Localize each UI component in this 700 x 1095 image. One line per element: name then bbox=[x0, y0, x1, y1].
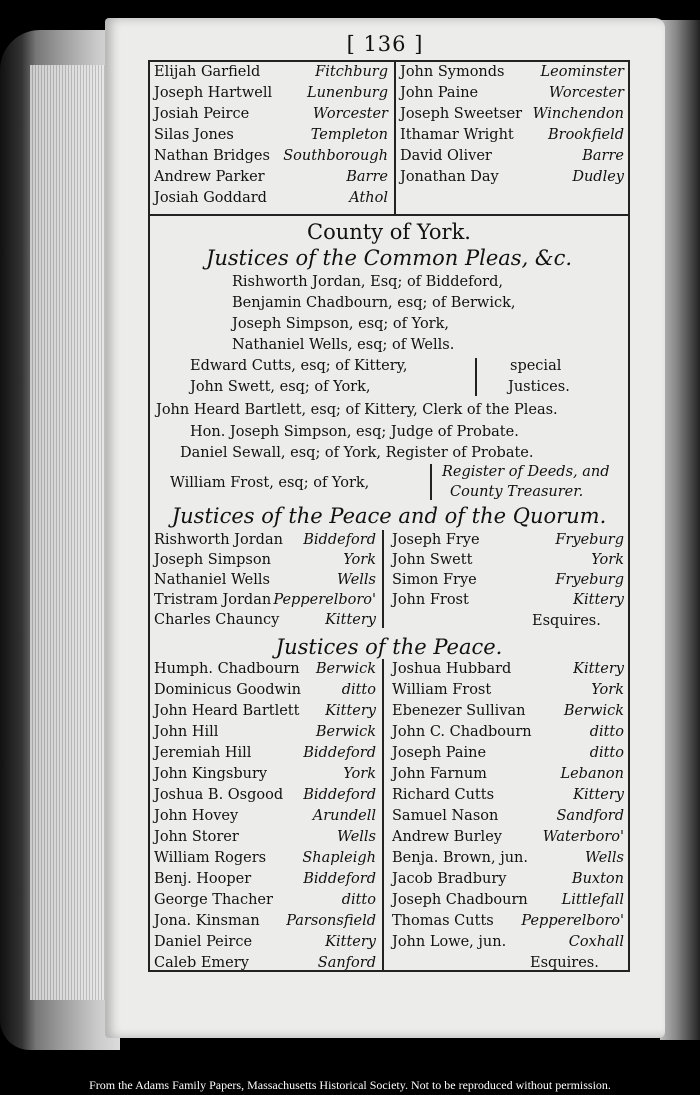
person-name: David Oliver bbox=[400, 148, 492, 164]
town-name: Fitchburg bbox=[315, 64, 388, 80]
common-pleas-heading: Justices of the Common Pleas, &c. bbox=[205, 246, 573, 270]
town-name: Barre bbox=[582, 148, 624, 164]
top-list-left-row bbox=[150, 188, 628, 209]
person-name: Josiah Peirce bbox=[154, 106, 250, 122]
top-list-right-row bbox=[150, 104, 628, 125]
person-name: Josiah Goddard bbox=[154, 190, 267, 206]
town-name: ditto bbox=[589, 724, 624, 740]
person-name: John Hovey bbox=[154, 808, 239, 824]
person-name: Rishworth Jordan bbox=[154, 532, 283, 548]
person-name: John Hill bbox=[154, 724, 219, 740]
person-name: John Storer bbox=[154, 829, 239, 845]
person-name: Joseph Chadbourn bbox=[392, 892, 528, 908]
town-name: Kittery bbox=[573, 592, 624, 608]
town-name: Sandford bbox=[556, 808, 624, 824]
peace-list bbox=[150, 659, 628, 974]
person-name: Jeremiah Hill bbox=[154, 745, 252, 761]
person-name: Dominicus Goodwin bbox=[154, 682, 301, 698]
town-name: Lunenburg bbox=[306, 85, 388, 101]
town-name: Berwick bbox=[315, 661, 376, 677]
judge-of-probate: Hon. Joseph Simpson, esq; Judge of Probate. bbox=[190, 424, 519, 440]
special-bracket bbox=[475, 358, 477, 396]
peace-column-divider bbox=[382, 659, 384, 971]
town-name: Waterboro' bbox=[542, 829, 624, 845]
town-name: ditto bbox=[341, 682, 376, 698]
town-name: Fryeburg bbox=[555, 532, 624, 548]
person-name: Joshua Hubbard bbox=[392, 661, 512, 677]
person-name: John Farnum bbox=[392, 766, 487, 782]
town-name: Templeton bbox=[310, 127, 388, 143]
person-name: Benja. Brown, jun. bbox=[392, 850, 529, 866]
peace-list-right-row bbox=[150, 911, 628, 932]
special-label-2: Justices. bbox=[508, 379, 570, 395]
quorum-list bbox=[150, 530, 628, 640]
common-pleas-judge-1: Rishworth Jordan, Esq; of Biddeford, bbox=[232, 274, 504, 290]
special-justice-2: John Swett, esq; of York, bbox=[190, 379, 371, 395]
town-name: Brookfield bbox=[547, 127, 624, 143]
peace-list-right-row bbox=[150, 701, 628, 722]
person-name: John Heard Bartlett bbox=[154, 703, 300, 719]
town-name: Biddeford bbox=[303, 532, 376, 548]
page-number: [ 136 ] bbox=[346, 32, 424, 56]
person-name: Samuel Nason bbox=[392, 808, 499, 824]
register-frame bbox=[148, 60, 630, 972]
town-name: Biddeford bbox=[303, 745, 376, 761]
person-name: Silas Jones bbox=[154, 127, 234, 143]
page-stack bbox=[30, 65, 115, 1000]
person-name: Nathaniel Wells bbox=[154, 572, 270, 588]
person-name: Joseph Sweetser bbox=[400, 106, 523, 122]
person-name: George Thacher bbox=[154, 892, 273, 908]
town-name: Parsonsfield bbox=[286, 913, 376, 929]
town-name: Kittery bbox=[325, 934, 376, 950]
town-name: ditto bbox=[341, 892, 376, 908]
common-pleas-judge-3: Joseph Simpson, esq; of York, bbox=[232, 316, 449, 332]
person-name: Ebenezer Sullivan bbox=[392, 703, 526, 719]
town-name: ditto bbox=[589, 745, 624, 761]
person-name: Andrew Parker bbox=[154, 169, 265, 185]
deeds-label-1: Register of Deeds, and bbox=[442, 464, 610, 480]
register-of-probate: Daniel Sewall, esq; of York, Register of Probate. bbox=[180, 445, 534, 461]
deeds-bracket bbox=[430, 464, 432, 500]
person-name: Ithamar Wright bbox=[400, 127, 514, 143]
person-name: Andrew Burley bbox=[392, 829, 502, 845]
top-list-right-row bbox=[150, 62, 628, 83]
town-name: Pepperelboro' bbox=[521, 913, 624, 929]
peace-list-right-row bbox=[150, 806, 628, 827]
quorum-list-right-row bbox=[150, 550, 628, 571]
top-list-right-row bbox=[150, 125, 628, 146]
town-name: Pepperelboro' bbox=[273, 592, 376, 608]
peace-list-right-row bbox=[150, 764, 628, 785]
person-name: John Symonds bbox=[400, 64, 505, 80]
person-name: Benj. Hooper bbox=[154, 871, 252, 887]
town-name: Athol bbox=[349, 190, 388, 206]
person-name: Joseph Frye bbox=[392, 532, 480, 548]
town-name: Wells bbox=[336, 572, 376, 588]
person-name: Daniel Peirce bbox=[154, 934, 253, 950]
person-name: Joseph Simpson bbox=[154, 552, 271, 568]
top-list-right-row bbox=[150, 146, 628, 167]
person-name: William Rogers bbox=[154, 850, 267, 866]
person-name: Caleb Emery bbox=[154, 955, 249, 971]
person-name: Jacob Bradbury bbox=[392, 871, 507, 887]
peace-list-right-row bbox=[150, 659, 628, 680]
person-name: Nathan Bridges bbox=[154, 148, 270, 164]
person-name: John C. Chadbourn bbox=[392, 724, 532, 740]
person-name: John Kingsbury bbox=[154, 766, 268, 782]
town-name: Kittery bbox=[573, 787, 624, 803]
top-list-right-row bbox=[150, 83, 628, 104]
town-name: Coxhall bbox=[568, 934, 624, 950]
town-name: Lebanon bbox=[560, 766, 624, 782]
peace-list-right-row bbox=[150, 722, 628, 743]
quorum-list-esquires: Esquires. bbox=[532, 613, 601, 629]
quorum-heading: Justices of the Peace and of the Quorum. bbox=[171, 504, 607, 528]
person-name: Joseph Hartwell bbox=[154, 85, 273, 101]
town-name: Fryeburg bbox=[555, 572, 624, 588]
town-name: Worcester bbox=[312, 106, 388, 122]
town-name: Arundell bbox=[312, 808, 376, 824]
town-name: Wells bbox=[336, 829, 376, 845]
copyright-footer: From the Adams Family Papers, Massachusetts Historical Society. Not to be reproduced without permission. bbox=[89, 1078, 611, 1092]
person-name: Tristram Jordan bbox=[154, 592, 272, 608]
town-name: York bbox=[343, 766, 376, 782]
peace-list-right-row bbox=[150, 785, 628, 806]
town-name: York bbox=[591, 682, 624, 698]
town-name: Berwick bbox=[563, 703, 624, 719]
person-name: Joshua B. Osgood bbox=[154, 787, 284, 803]
town-name: York bbox=[343, 552, 376, 568]
common-pleas-judge-2: Benjamin Chadbourn, esq; of Berwick, bbox=[232, 295, 516, 311]
person-name: Simon Frye bbox=[392, 572, 477, 588]
town-name: Dudley bbox=[572, 169, 624, 185]
top-column-divider bbox=[394, 62, 396, 214]
worcester-justices-list bbox=[150, 62, 628, 212]
town-name: Biddeford bbox=[303, 871, 376, 887]
clerk-of-pleas: John Heard Bartlett, esq; of Kittery, Clerk of the Pleas. bbox=[156, 402, 558, 418]
rule-top-list bbox=[150, 214, 628, 216]
town-name: Sanford bbox=[317, 955, 376, 971]
quorum-list-right-row bbox=[150, 570, 628, 591]
book-right-edge bbox=[660, 20, 700, 1040]
quorum-column-divider bbox=[382, 530, 384, 628]
person-name: Humph. Chadbourn bbox=[154, 661, 300, 677]
peace-list-right-row bbox=[150, 869, 628, 890]
town-name: Buxton bbox=[571, 871, 624, 887]
person-name: John Paine bbox=[400, 85, 479, 101]
town-name: Southborough bbox=[283, 148, 388, 164]
county-title: County of York. bbox=[307, 220, 471, 244]
special-label-1: special bbox=[510, 358, 562, 374]
peace-list-right-row bbox=[150, 680, 628, 701]
register-of-deeds-name: William Frost, esq; of York, bbox=[170, 475, 370, 491]
town-name: Leominster bbox=[540, 64, 624, 80]
peace-list-right-row bbox=[150, 743, 628, 764]
person-name: John Swett bbox=[392, 552, 473, 568]
person-name: Joseph Paine bbox=[392, 745, 487, 761]
peace-list-right-row bbox=[150, 848, 628, 869]
town-name: Kittery bbox=[325, 612, 376, 628]
person-name: Elijah Garfield bbox=[154, 64, 261, 80]
town-name: Shapleigh bbox=[302, 850, 376, 866]
town-name: Winchendon bbox=[532, 106, 624, 122]
peace-list-right-row bbox=[150, 932, 628, 953]
town-name: Littlefall bbox=[561, 892, 624, 908]
person-name: William Frost bbox=[392, 682, 492, 698]
town-name: Kittery bbox=[325, 703, 376, 719]
book-left-edge bbox=[0, 30, 120, 1050]
special-justice-1: Edward Cutts, esq; of Kittery, bbox=[190, 358, 408, 374]
common-pleas-judge-4: Nathaniel Wells, esq; of Wells. bbox=[232, 337, 455, 353]
person-name: Jonathan Day bbox=[400, 169, 499, 185]
top-list-right-row bbox=[150, 167, 628, 188]
town-name: Barre bbox=[346, 169, 388, 185]
person-name: Charles Chauncy bbox=[154, 612, 280, 628]
person-name: Jona. Kinsman bbox=[154, 913, 260, 929]
quorum-list-right-row bbox=[150, 590, 628, 611]
peace-list-right-row bbox=[150, 890, 628, 911]
town-name: Biddeford bbox=[303, 787, 376, 803]
peace-list-esquires: Esquires. bbox=[530, 955, 599, 971]
peace-heading: Justices of the Peace. bbox=[275, 635, 503, 659]
peace-list-right-row bbox=[150, 827, 628, 848]
person-name: Thomas Cutts bbox=[392, 913, 494, 929]
town-name: Berwick bbox=[315, 724, 376, 740]
person-name: Richard Cutts bbox=[392, 787, 495, 803]
deeds-label-2: County Treasurer. bbox=[450, 484, 584, 500]
town-name: Wells bbox=[584, 850, 624, 866]
person-name: John Lowe, jun. bbox=[392, 934, 507, 950]
town-name: Worcester bbox=[548, 85, 624, 101]
quorum-list-right-row bbox=[150, 530, 628, 551]
town-name: Kittery bbox=[573, 661, 624, 677]
town-name: York bbox=[591, 552, 624, 568]
person-name: John Frost bbox=[392, 592, 469, 608]
